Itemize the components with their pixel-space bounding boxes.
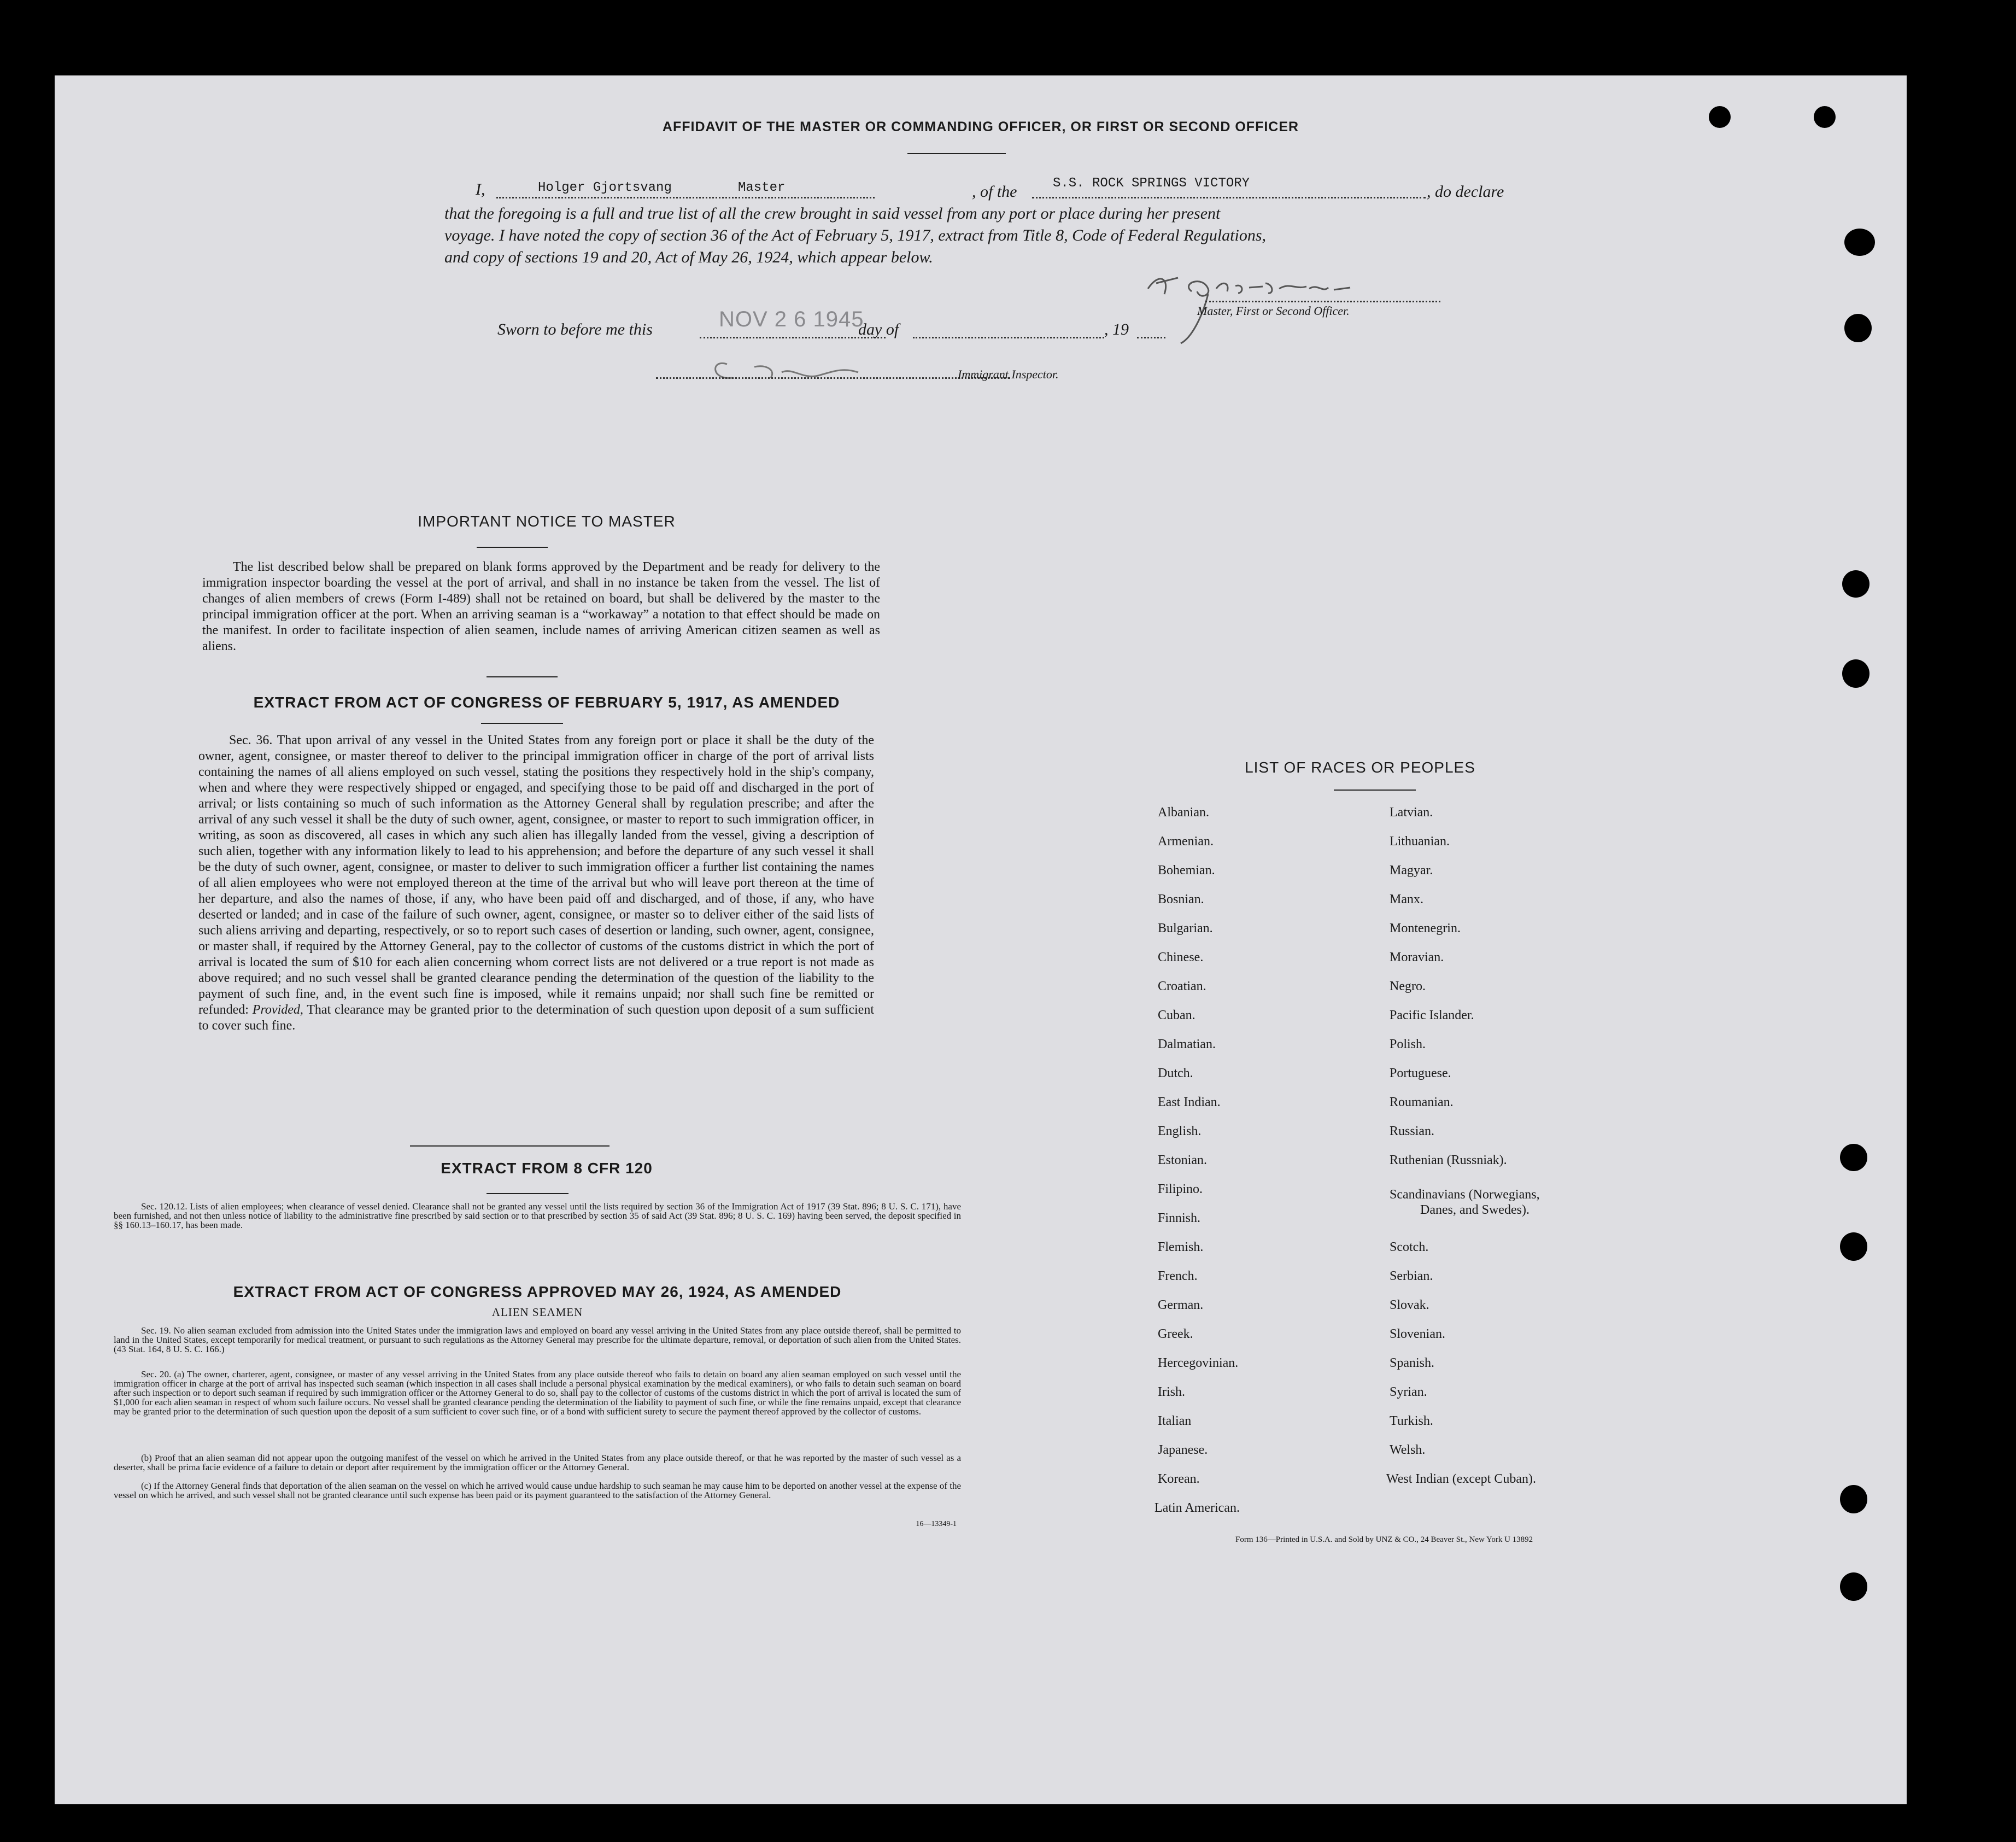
sworn-prefix: Sworn to before me this <box>497 320 653 338</box>
year-line <box>1137 337 1165 338</box>
section-36-text <box>198 733 874 1034</box>
race-item: Manx. <box>1390 892 1423 907</box>
race-item: Turkish. <box>1390 1414 1433 1428</box>
race-item: Lithuanian. <box>1390 834 1450 849</box>
race-item: Korean. <box>1158 1472 1200 1486</box>
race-item: Syrian. <box>1390 1385 1427 1399</box>
form-footer: Form 136—Printed in U.S.A. and Sold by UNZ & CO., 24 Beaver St., New York U 13892 <box>1235 1535 1533 1544</box>
section-20c-text: (c) If the Attorney General finds that deportation of the alien seaman on the vessel on which he arrived would cause undue hardship to such seaman he may cause him to be deported on another vessel at the expense of the vessel on which he arrived, and such vessel shall not be granted clearance until such expense has been paid or its payment guaranteed to the satisfaction of the Attorney General. <box>114 1481 961 1500</box>
race-item: Latin American. <box>1154 1501 1240 1515</box>
vessel-name: S.S. ROCK SPRINGS VICTORY <box>1053 176 1250 191</box>
master-name: Holger Gjortsvang <box>538 180 672 195</box>
punch-hole <box>1842 570 1870 598</box>
document-page <box>55 75 1907 1804</box>
cfr-title: EXTRACT FROM 8 CFR 120 <box>441 1160 653 1177</box>
race-item: Serbian. <box>1390 1269 1433 1283</box>
race-item: Hercegovinian. <box>1158 1356 1239 1370</box>
race-item: Scandinavians (Norwegians, <box>1390 1188 1540 1202</box>
year-prefix: , 19 <box>1104 320 1129 338</box>
sworn-date-line <box>700 337 886 338</box>
race-item: Polish. <box>1390 1037 1426 1051</box>
race-item: Bohemian. <box>1158 863 1215 878</box>
notice-end-rule <box>487 676 558 677</box>
do-declare-text: , do declare <box>1427 183 1504 201</box>
section-20a-text: Sec. 20. (a) The owner, charterer, agent, consignee, or master of any vessel arriving in the United States from any place outside thereof who fails to detain on board any alien seaman employed on such vessel until the immigration officer in charge at the port of arrival has inspected such seaman (which inspection in all cases shall include a personal physical examination by the medical examiners), or who fails to detain such seaman on board after such inspection or to deport such seaman if required by such immigration officer or the Attorney General to do so, shall pay to the collector of customs of the customs district in which the port of arrival is located the sum of $1,000 for each alien seaman in respect of whom such failure occurs. No vessel shall be granted clearance pending the determination of the liability to payment of such fine, or while the fine remains unpaid, except that clearance may be granted prior to the determination of such question upon the deposit of a sum sufficient to cover such fine, or of a bond with sufficient surety to secure the payment thereof approved by the collector of customs. <box>114 1369 961 1417</box>
extract-1917-title: EXTRACT FROM ACT OF CONGRESS OF FEBRUARY 5, 1917, AS AMENDED <box>253 694 840 711</box>
punch-hole <box>1840 1232 1867 1261</box>
affidavit-line-2: that the foregoing is a full and true list of all the crew brought in said vessel from any port or place during her present <box>444 204 1221 223</box>
race-item: Greek. <box>1158 1327 1193 1341</box>
race-item: Estonian. <box>1158 1153 1207 1167</box>
notice-rule <box>477 547 548 548</box>
race-item: Chinese. <box>1158 950 1204 964</box>
extract-1917-rule <box>481 723 563 724</box>
race-item: Scotch. <box>1390 1240 1429 1254</box>
race-item: Filipino. <box>1158 1182 1203 1196</box>
punch-hole <box>1840 1485 1867 1513</box>
month-line <box>913 337 1104 338</box>
form-code: 16—13349-1 <box>916 1520 957 1528</box>
race-item: Ruthenian (Russniak). <box>1390 1153 1507 1167</box>
race-item-continued: Danes, and Swedes). <box>1420 1203 1529 1217</box>
cfr-top-rule <box>410 1145 610 1147</box>
master-rank: Master <box>738 180 786 195</box>
race-item: Slovak. <box>1390 1298 1429 1312</box>
race-item: Welsh. <box>1390 1443 1426 1457</box>
of-the-text: , of the <box>972 183 1017 201</box>
inspector-caption: Immigrant Inspector. <box>958 367 1059 381</box>
race-item: Slovenian. <box>1390 1327 1445 1341</box>
race-item: East Indian. <box>1158 1095 1221 1109</box>
punch-hole <box>1709 106 1731 128</box>
race-item: Bulgarian. <box>1158 921 1213 935</box>
punch-hole <box>1844 314 1872 342</box>
race-item: Montenegrin. <box>1390 921 1461 935</box>
affidavit-line-4: and copy of sections 19 and 20, Act of May 26, 1924, which appear below. <box>444 248 933 266</box>
date-stamp: NOV 2 6 1945 <box>719 307 864 331</box>
race-item: Japanese. <box>1158 1443 1208 1457</box>
race-item: French. <box>1158 1269 1198 1283</box>
section-20b-text: (b) Proof that an alien seaman did not appear upon the outgoing manifest of the vessel on which he arrived in the United States from any place outside thereof, or that he was reported by the master of such vessel as a deserter, shall be prima facie evidence of a failure to detain or deport after requirement by the immigration officer or the Attorney General. <box>114 1453 961 1472</box>
race-item: Spanish. <box>1390 1356 1435 1370</box>
affidavit-heading: AFFIDAVIT OF THE MASTER OR COMMANDING OFFICER, OR FIRST OR SECOND OFFICER <box>662 119 1299 135</box>
race-item: Cuban. <box>1158 1008 1195 1022</box>
punch-hole <box>1840 1572 1867 1601</box>
section-36-part-a: Sec. 36. That upon arrival of any vessel in the United States from any foreign port or place it shall be the duty of the owner, agent, consignee, or master thereof to deliver to the principal immigration officer in charge of the port of arrival lists containing the names of all aliens employed on such vessel, stating the positions they respectively hold in the ship's company, when and where they were respectively shipped or engaged, and specifying those to be paid off and discharged in the port of arrival; or lists containing so much of such information as the Attorney General shall by regulation prescribe; and after the arrival of any such vessel it shall be the duty of such owner, agent, consignee, or master to report to such immigration officer, in writing, as soon as discovered, all cases in which any such alien has illegally landed from the vessel, giving a description of such alien, together with any information likely to lead to his apprehension; and before the departure of any such vessel it shall be the duty of such owner, agent, consignee, or master to deliver to such immigration officer a further list containing the names of all alien employees who were not employed thereon at the time of the arrival but who will leave port thereon at the time of her departure, and also the names of those, if any, who have been paid off and discharged, and of those, if any, who have deserted or landed; and in case of the failure of such owner, agent, consignee, or master so to deliver either of the said lists of such aliens arriving and departing, respectively, or so to report such cases of desertion or landing, such owner, agent, consignee, or master shall, if required by the Attorney General, pay to the collector of customs of the customs district in which the port of arrival is located the sum of $10 for each alien concerning whom correct lists are not delivered or a true report is not made as above required; and no such vessel shall be granted clearance pending the determination of the question of the liability to the payment of such fine, and, in the event such fine is imposed, while it remains unpaid; nor shall such fine be remitted or refunded: <box>198 733 874 1017</box>
extract-1924-title: EXTRACT FROM ACT OF CONGRESS APPROVED MAY 26, 1924, AS AMENDED <box>233 1283 842 1300</box>
cfr-rule <box>487 1193 569 1194</box>
officer-caption: Master, First or Second Officer. <box>1197 304 1350 318</box>
notice-text: The list described below shall be prepared on blank forms approved by the Department and be ready for delivery to the immigration inspector boarding the vessel at the port of arrival, and shall in no instance be taken from the vessel. The list of changes of alien members of crews (Form I-489) shall not be retained on board, but shall be delivered by the master to the principal immigration officer at the port. When an arriving seaman is a “workaway” a notation to that effect should be made on the manifest. In order to facilitate inspection of alien seamen, include names of arriving American citizen seamen as well as aliens. <box>202 560 880 653</box>
punch-hole <box>1842 659 1870 688</box>
race-item: Latvian. <box>1390 805 1433 820</box>
cfr-text: Sec. 120.12. Lists of alien employees; when clearance of vessel denied. Clearance shall not be granted any vessel until the lists required by section 36 of the Immigration Act of 1917 (39 Stat. 896; 8 U. S. C. 171), have been furnished, and not then unless notice of liability to the administrative fine prescribed by said section or to that prescribed by section 35 of said Act (39 Stat. 896; 8 U. S. C. 169) having been served, the deposit specified in §§ 160.13–160.17, has been made. <box>114 1201 961 1230</box>
affidavit-i: I, <box>476 180 485 198</box>
signature-line <box>1205 301 1440 302</box>
races-rule <box>1334 790 1416 791</box>
race-item: Albanian. <box>1158 805 1209 820</box>
race-item: Flemish. <box>1158 1240 1204 1254</box>
vessel-dotted-line <box>1032 197 1426 198</box>
alien-seamen-subtitle: ALIEN SEAMEN <box>491 1306 583 1319</box>
section-36-part-b: That clearance may be granted prior to the determination of such question upon deposit of a sum sufficient to cover such fine. <box>198 1003 874 1033</box>
day-of-text: day of <box>858 320 899 338</box>
section-19-text: Sec. 19. No alien seaman excluded from admission into the United States under the immigration laws and employed on board any vessel arriving in the United States from any place outside thereof, shall be permitted to land in the United States, except temporarily for medical treatment, or pursuant to such regulations as the Attorney General may prescribe for the ultimate departure, removal, or deportation of such alien from the United States. (43 Stat. 164, 8 U. S. C. 166.) <box>114 1325 961 1354</box>
race-item: Magyar. <box>1390 863 1433 878</box>
races-title: LIST OF RACES OR PEOPLES <box>1245 759 1475 776</box>
race-item: Russian. <box>1390 1124 1435 1138</box>
inspector-line <box>656 377 1010 379</box>
race-item: West Indian (except Cuban). <box>1386 1472 1536 1486</box>
heading-rule <box>907 153 1006 154</box>
race-item: Italian <box>1158 1414 1192 1428</box>
notice-title: IMPORTANT NOTICE TO MASTER <box>418 513 676 530</box>
punch-hole <box>1840 1144 1867 1171</box>
provided-word: Provided, <box>252 1003 303 1017</box>
race-item: Negro. <box>1390 979 1426 993</box>
race-item: German. <box>1158 1298 1204 1312</box>
race-item: Roumanian. <box>1390 1095 1454 1109</box>
affidavit-line-3: voyage. I have noted the copy of section 36 of the Act of February 5, 1917, extract from Title 8, Code of Federal Regulations, <box>444 226 1267 244</box>
race-item: Bosnian. <box>1158 892 1204 907</box>
race-item: Finnish. <box>1158 1211 1201 1225</box>
name-dotted-line <box>496 197 875 198</box>
race-item: Irish. <box>1158 1385 1185 1399</box>
race-item: Croatian. <box>1158 979 1206 993</box>
inspector-signature <box>694 348 946 391</box>
race-item: Dalmatian. <box>1158 1037 1216 1051</box>
punch-hole <box>1814 106 1836 128</box>
race-item: Armenian. <box>1158 834 1214 849</box>
race-item: Moravian. <box>1390 950 1444 964</box>
race-item: Portuguese. <box>1390 1066 1451 1080</box>
race-item: Dutch. <box>1158 1066 1193 1080</box>
race-item: Pacific Islander. <box>1390 1008 1474 1022</box>
punch-hole <box>1844 229 1875 256</box>
race-item: English. <box>1158 1124 1202 1138</box>
